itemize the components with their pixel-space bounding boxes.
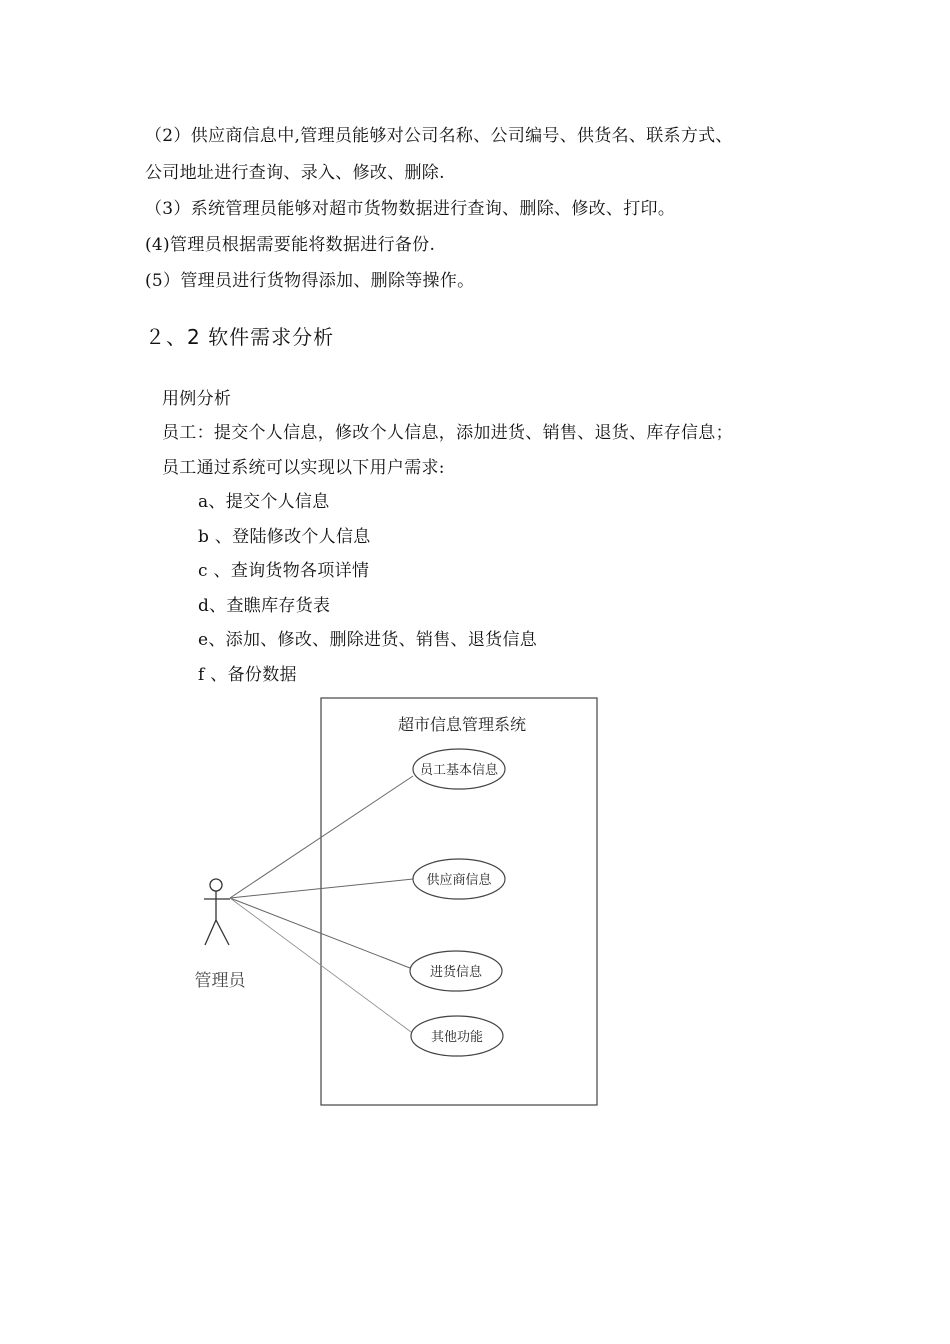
list-item: e、添加、修改、删除进货、销售、退货信息 — [198, 630, 538, 650]
list-item: b 、登陆修改个人信息 — [198, 527, 371, 547]
usecase-analysis-label: 用例分析 — [162, 389, 232, 409]
use-case-label: 员工基本信息 — [419, 763, 499, 778]
system-title: 超市信息管理系统 — [397, 715, 527, 734]
requirement-item-5: (5）管理员进行货物得添加、删除等操作。 — [145, 271, 475, 291]
list-item: f 、备份数据 — [198, 665, 297, 685]
use-case-label: 进货信息 — [429, 965, 483, 980]
requirement-item-4: (4)管理员根据需要能将数据进行备份. — [145, 235, 436, 255]
employee-intro: 员工通过系统可以实现以下用户需求: — [162, 458, 445, 478]
requirement-item-2-line-2: 公司地址进行查询、录入、修改、删除. — [145, 163, 445, 183]
actor-label: 管理员 — [194, 971, 246, 991]
requirement-item-3: （3）系统管理员能够对超市货物数据进行查询、删除、修改、打印。 — [145, 199, 676, 219]
list-item: d、查瞧库存货表 — [198, 596, 331, 616]
requirement-item-2-line-1: （2）供应商信息中,管理员能够对公司名称、公司编号、供货名、联系方式、 — [145, 126, 733, 146]
list-item: a、提交个人信息 — [198, 492, 330, 512]
association-line — [230, 898, 410, 968]
use-case-label: 其他功能 — [430, 1030, 484, 1045]
list-item: c 、查询货物各项详情 — [198, 561, 370, 581]
use-case-label: 供应商信息 — [426, 873, 492, 888]
section-heading: ２、2 软件需求分析 — [145, 325, 335, 349]
actor-icon — [204, 879, 230, 945]
employee-summary: 员工：提交个人信息，修改个人信息，添加进货、销售、退货、库存信息； — [162, 423, 733, 443]
